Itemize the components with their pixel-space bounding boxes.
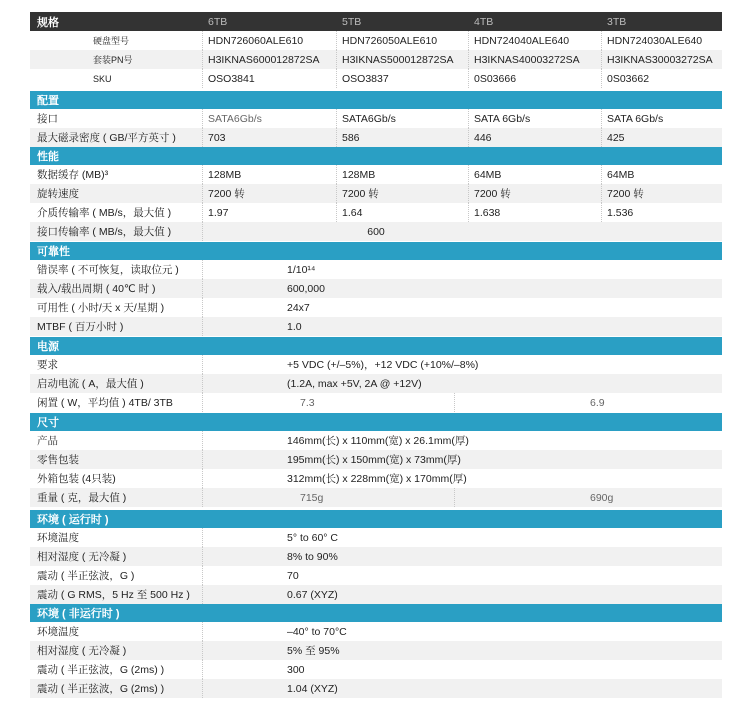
table-row [30, 566, 722, 585]
row-label: MTBF ( 百万小时 ) [37, 321, 124, 333]
cell: 600,000 [287, 282, 325, 295]
table-row [30, 374, 722, 393]
row-label: 旋转速度 [37, 188, 79, 200]
cell: 1.64 [342, 206, 363, 219]
row-label: 相对湿度 ( 无冷凝 ) [37, 645, 127, 657]
row-label: 介质传输率 ( MB/s，最大值 ) [37, 207, 172, 219]
section-header-performance: 性能 [30, 147, 722, 165]
cell: 312mm(长) x 228mm(宽) x 170mm(厚) [287, 473, 467, 485]
row-label: 可用性 ( 小时/天 x 天/星期 ) [37, 302, 165, 314]
cell: HDN726060ALE610 [208, 34, 304, 47]
cell: 128MB [208, 168, 242, 181]
table-header [30, 12, 722, 31]
cell: 586 [342, 131, 360, 144]
table-row [30, 260, 722, 279]
header-label: 规格 [37, 16, 59, 29]
row-label: 接口传输率 ( MB/s，最大值 ) [37, 226, 172, 238]
cell: 1.97 [208, 206, 229, 219]
cell: HDN724040ALE640 [474, 34, 570, 47]
cell: 0S03662 [607, 72, 650, 85]
col-5tb: 5TB [342, 15, 362, 28]
cell: 1.536 [607, 206, 634, 219]
cell: H3IKNAS600012872SA [208, 53, 320, 66]
table-row [30, 203, 722, 222]
table-row [30, 317, 722, 336]
cell: HDN726050ALE610 [342, 34, 438, 47]
cell: 6.9 [590, 396, 605, 409]
table-row [30, 622, 722, 641]
row-label: 接口 [37, 113, 58, 125]
cell: 5% 至 95% [287, 645, 340, 657]
cell: 5° to 60° C [287, 531, 339, 544]
cell: SATA6Gb/s [342, 112, 396, 125]
table-row [30, 279, 722, 298]
section-header-env-non-running: 环境 ( 非运行时 ) [30, 604, 722, 622]
row-label: 产品 [37, 435, 58, 447]
cell: 7.3 [300, 396, 315, 409]
table-row [30, 585, 722, 604]
section-header-size: 尺寸 [30, 413, 722, 431]
row-label: 震动 ( G RMS，5 Hz 至 500 Hz ) [37, 589, 190, 601]
table-row [30, 488, 722, 507]
table-row [30, 298, 722, 317]
cell: –40° to 70°C [287, 625, 347, 638]
table-row [30, 222, 722, 241]
table-row [30, 50, 722, 69]
row-label: 零售包装 [37, 454, 79, 466]
cell: 1/10¹⁴ [287, 263, 316, 276]
row-label: 环境温度 [37, 532, 79, 544]
table-row [30, 547, 722, 566]
section-header-env-running: 环境 ( 运行时 ) [30, 510, 722, 528]
row-label: 震动 ( 半正弦波，G ) [37, 570, 135, 582]
row-label: 重量 ( 克，最大值 ) [37, 492, 127, 504]
cell: H3IKNAS30003272SA [607, 53, 713, 66]
cell: 300 [287, 663, 305, 676]
cell: SATA 6Gb/s [607, 112, 664, 125]
table-row [30, 660, 722, 679]
cell: SATA 6Gb/s [474, 112, 531, 125]
table-row [30, 184, 722, 203]
cell: 195mm(长) x 150mm(宽) x 73mm(厚) [287, 454, 461, 466]
table-row [30, 641, 722, 660]
cell: 146mm(长) x 110mm(宽) x 26.1mm(厚) [287, 435, 469, 447]
row-label: 硬盘型号 [93, 36, 130, 46]
cell: 446 [474, 131, 492, 144]
row-label: 闲置 ( W，平均值 ) 4TB/ 3TB [37, 397, 173, 409]
cell: 600 [367, 225, 385, 238]
row-label: 套装PN号 [93, 55, 133, 65]
cell: SATA6Gb/s [208, 112, 262, 125]
cell: OSO3837 [342, 72, 389, 85]
cell: 1.638 [474, 206, 501, 219]
cell: 1.0 [287, 320, 302, 333]
col-3tb: 3TB [607, 15, 627, 28]
cell: +5 VDC (+/–5%)，+12 VDC (+10%/–8%) [287, 359, 479, 371]
cell: 0S03666 [474, 72, 517, 85]
cell: 425 [607, 131, 625, 144]
table-row [30, 31, 722, 50]
cell: 7200 转 [607, 188, 644, 200]
cell: OSO3841 [208, 72, 255, 85]
cell: 715g [300, 491, 324, 504]
row-label: 要求 [37, 359, 58, 371]
section-header-power: 电源 [30, 337, 722, 355]
row-label: 相对湿度 ( 无冷凝 ) [37, 551, 127, 563]
row-label: 数据缓存 (MB)³ [37, 169, 109, 181]
table-row [30, 355, 722, 374]
cell: 7200 转 [342, 188, 379, 200]
row-label: SKU [93, 73, 112, 84]
table-row [30, 393, 722, 412]
table-row [30, 469, 722, 488]
row-label: 环境温度 [37, 626, 79, 638]
table-row [30, 679, 722, 698]
table-row [30, 528, 722, 547]
cell: 7200 转 [208, 188, 245, 200]
row-label: 启动电流 ( A，最大值 ) [37, 378, 144, 390]
cell: 8% to 90% [287, 550, 338, 563]
table-row [30, 128, 722, 147]
table-row [30, 431, 722, 450]
table-row [30, 165, 722, 184]
row-label: 震动 ( 半正弦波，G (2ms) ) [37, 664, 165, 676]
cell: 64MB [474, 168, 502, 181]
cell: 690g [590, 491, 614, 504]
section-header-config: 配置 [30, 91, 722, 109]
cell: 0.67 (XYZ) [287, 588, 338, 601]
cell: 7200 转 [474, 188, 511, 200]
col-4tb: 4TB [474, 15, 494, 28]
cell: 128MB [342, 168, 376, 181]
cell: 24x7 [287, 301, 310, 314]
table-row [30, 450, 722, 469]
cell: 64MB [607, 168, 635, 181]
cell: H3IKNAS500012872SA [342, 53, 454, 66]
row-label: 震动 ( 半正弦波，G (2ms) ) [37, 683, 165, 695]
row-label: 外箱包装 (4只装) [37, 473, 116, 485]
cell: 1.04 (XYZ) [287, 682, 338, 695]
row-label: 载入/载出周期 ( 40℃ 时 ) [37, 283, 156, 295]
col-6tb: 6TB [208, 15, 228, 28]
table-row [30, 109, 722, 128]
cell: (1.2A, max +5V, 2A @ +12V) [287, 377, 422, 390]
table-row [30, 69, 722, 88]
row-label: 最大磁录密度 ( GB/平方英寸 ) [37, 132, 176, 144]
cell: HDN724030ALE640 [607, 34, 703, 47]
cell: H3IKNAS40003272SA [474, 53, 580, 66]
row-label: 错误率 ( 不可恢复，读取位元 ) [37, 264, 179, 276]
section-header-reliability: 可靠性 [30, 242, 722, 260]
cell: 703 [208, 131, 226, 144]
cell: 70 [287, 569, 299, 582]
